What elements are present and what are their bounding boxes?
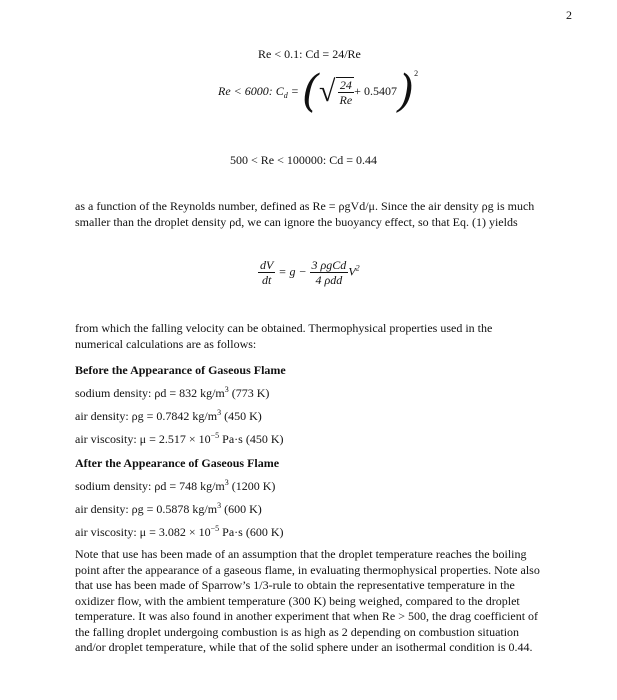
note-line: the falling droplet undergoing combustion is as high as 2 depending on combustion situation <box>75 624 520 639</box>
ode-dt: dt <box>262 273 272 287</box>
note-line: that use has been made of Sparrow’s 1/3-rule to obtain the representative temperature in the <box>75 578 515 592</box>
para1-line2: smaller than the droplet density ρd, we can ignore the buoyancy effect, so that Eq. (1) yields <box>75 214 518 229</box>
ode-v: V <box>348 264 356 279</box>
left-paren: ( <box>301 66 320 117</box>
before-item: sodium density: ρd = 832 $kg/m^3$ (773 K) <box>75 385 270 400</box>
eq2-equals: = <box>287 83 302 98</box>
note-line: temperature. It was also found in another experiment that when Re > 500, the drag coefficient of <box>75 609 539 623</box>
before-item: air viscosity: $\mu = 2.517 \times 10^{-5}$ Pa·s (450 K) <box>75 431 284 446</box>
eq2-plus-term: + 0.5407 <box>354 83 397 98</box>
ode-num: 3 ρgCd <box>311 258 347 272</box>
paragraph-properties <box>75 321 545 352</box>
after-item: sodium density: ρd = 748 $kg/m^3$ (1200 K) <box>75 478 276 493</box>
paragraph-note <box>75 547 545 656</box>
equation-motion <box>258 258 360 287</box>
before-item: air density: ρg = 0.7842 $kg/m^3$ (450 K) <box>75 408 262 423</box>
eq2-lhs: Re < 6000: <box>218 83 276 98</box>
ode-den: 4 ρdd <box>315 273 343 287</box>
ode-equals-g: = g − <box>275 264 310 279</box>
ode-dv: dV <box>260 258 274 272</box>
after-item: air viscosity: $\mu = 3.082 \times 10^{-5}$ Pa·s (600 K) <box>75 524 284 539</box>
para1-line1: as a function of the Reynolds number, defined as Re = ρgVd/μ. Since the air density ρg is much <box>75 199 535 213</box>
note-line: point after the appearance of a gaseous flame, in evaluating thermophysical properties. Note also <box>75 562 540 577</box>
sqrt-term <box>336 77 355 107</box>
right-paren: ) <box>396 66 415 117</box>
ode-v-exp: 2 <box>355 263 360 273</box>
equation-low-re: Re < 0.1: Cd = 24/Re <box>258 47 361 61</box>
sqrt-sign: √ <box>319 75 336 108</box>
after-item: air density: ρg = 0.5878 $kg/m^3$ (600 K) <box>75 501 262 516</box>
para2-line2: numerical calculations are as follows: <box>75 336 257 351</box>
equation-mid-re <box>218 66 419 117</box>
eq2-frac-den: Re <box>339 93 353 107</box>
equation-high-re: 500 < Re < 100000: Cd = 0.44 <box>230 153 377 167</box>
page-number: 2 <box>566 8 572 22</box>
paragraph-reynolds <box>75 199 545 230</box>
note-line: Note that use has been made of an assumption that the droplet temperature reaches the boiling <box>75 547 527 561</box>
eq2-cd: C <box>275 83 284 98</box>
eq2-exponent: 2 <box>414 68 419 78</box>
before-heading: Before the Appearance of Gaseous Flame <box>75 363 286 377</box>
eq2-cd-sub: d <box>283 91 288 101</box>
eq2-frac-num: 24 <box>338 78 355 93</box>
after-heading: After the Appearance of Gaseous Flame <box>75 456 280 470</box>
para2-line1: from which the falling velocity can be obtained. Thermophysical properties used in the <box>75 321 493 335</box>
note-line: oxidizer flow, with the ambient temperature (300 K) being weighed, compared to the droplet <box>75 593 520 608</box>
note-line: and/or droplet temperature, while that of the solid sphere under an isothermal condition is 0.44. <box>75 640 533 654</box>
